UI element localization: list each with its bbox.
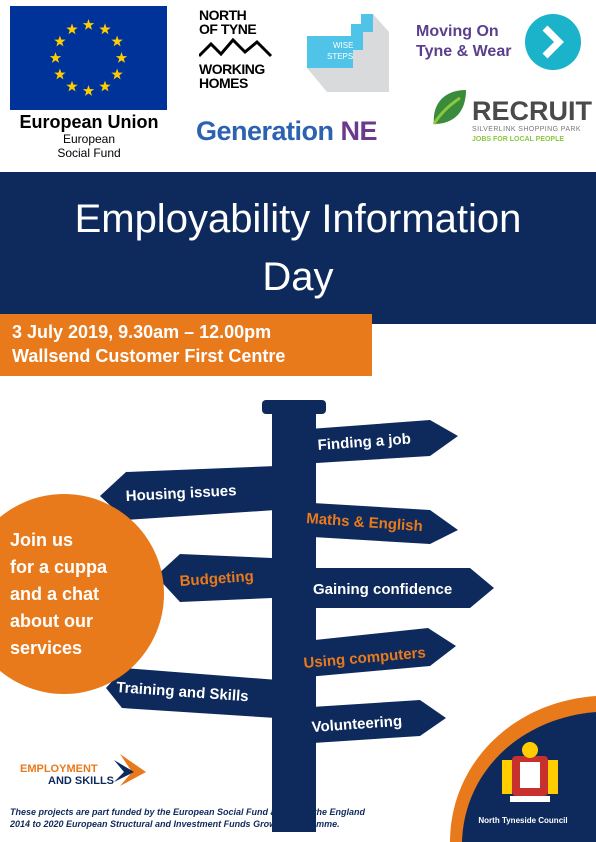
eu-sub-line1: European — [62, 132, 116, 146]
eu-flag-logo — [10, 6, 167, 110]
generation-ne-logo — [196, 116, 377, 147]
invite-line3: and a chat — [10, 584, 100, 604]
eu-star — [54, 36, 65, 47]
moving-on-arrow-icon — [525, 14, 581, 70]
eu-star — [111, 36, 122, 47]
invite-line5: services — [10, 638, 83, 658]
invite-line1: Join us — [10, 530, 74, 550]
not-line3: WORKING — [199, 61, 265, 77]
not-line4: HOMES — [199, 75, 248, 91]
steps-text: STEPS — [327, 52, 354, 61]
eu-stars-icon — [10, 6, 167, 110]
moving-on-line1: Moving On — [416, 23, 499, 40]
invite-line4: about our — [10, 611, 93, 631]
event-date-time: 3 July 2019, 9.30am – 12.00pm — [12, 322, 272, 342]
moving-on-logo-text — [416, 22, 511, 62]
employment-word: EMPLOYMENT — [20, 763, 98, 775]
wise-steps-logo — [303, 10, 391, 94]
ne-word: NE — [340, 116, 378, 146]
invite-line2: for a cuppa — [10, 557, 108, 577]
rooftops-icon — [199, 36, 279, 58]
north-of-tyne-logo — [199, 8, 289, 98]
eu-star — [83, 19, 94, 30]
recruit-word: RECRUIT — [472, 96, 592, 126]
sign-label-budgeting: Budgeting — [179, 567, 255, 590]
signpost-cap — [262, 400, 326, 414]
eu-sub-line2: Social Fund — [57, 146, 121, 160]
title-line2: Day — [262, 255, 334, 299]
eu-star — [66, 81, 77, 92]
recruit-leaf-icon — [430, 88, 470, 128]
eu-title: European Union — [19, 112, 159, 132]
wise-text: WISE — [333, 41, 354, 50]
eu-star — [116, 52, 127, 63]
generation-word: Generation — [196, 116, 334, 146]
recruit-tagline: JOBS FOR LOCAL PEOPLE — [472, 136, 565, 143]
sign-label-finding-job: Finding a job — [317, 430, 412, 454]
steps-icon — [303, 10, 391, 94]
funding-statement — [10, 806, 450, 830]
funding-line2: 2014 to 2020 European Structural and Investment Funds Growth Programme. — [10, 819, 340, 829]
eu-star — [99, 81, 110, 92]
eu-star — [99, 23, 110, 34]
eu-star — [83, 85, 94, 96]
funding-line1: These projects are part funded by the European Social Fund as part of the England — [10, 807, 366, 817]
employment-skills-logo — [20, 752, 150, 788]
page-title — [0, 190, 596, 306]
moving-on-line2: Tyne & Wear — [416, 43, 512, 60]
council-name: North Tyneside Council — [478, 816, 568, 825]
title-line1: Employability Information — [74, 197, 522, 241]
eu-star — [50, 52, 61, 63]
eu-subtitle — [0, 132, 178, 160]
eu-star — [54, 69, 65, 80]
sign-label-volunteering: Volunteering — [311, 712, 403, 736]
sign-label-training: Training and Skills — [115, 679, 250, 706]
eu-star — [111, 69, 122, 80]
signpost-pole — [272, 408, 316, 832]
eu-star — [66, 23, 77, 34]
invite-text — [10, 527, 150, 662]
not-line1: NORTH — [199, 7, 247, 23]
not-line2: OF TYNE — [199, 21, 257, 37]
recruit-subtitle: SILVERLINK SHOPPING PARK — [472, 126, 581, 133]
event-venue: Wallsend Customer First Centre — [12, 346, 286, 366]
sign-label-computers: Using computers — [302, 644, 427, 672]
sign-label-housing: Housing issues — [125, 482, 237, 505]
sign-label-maths: Maths & English — [305, 510, 424, 536]
sign-label-confidence: Gaining confidence — [313, 581, 453, 598]
and-skills-word: AND SKILLS — [48, 775, 114, 787]
